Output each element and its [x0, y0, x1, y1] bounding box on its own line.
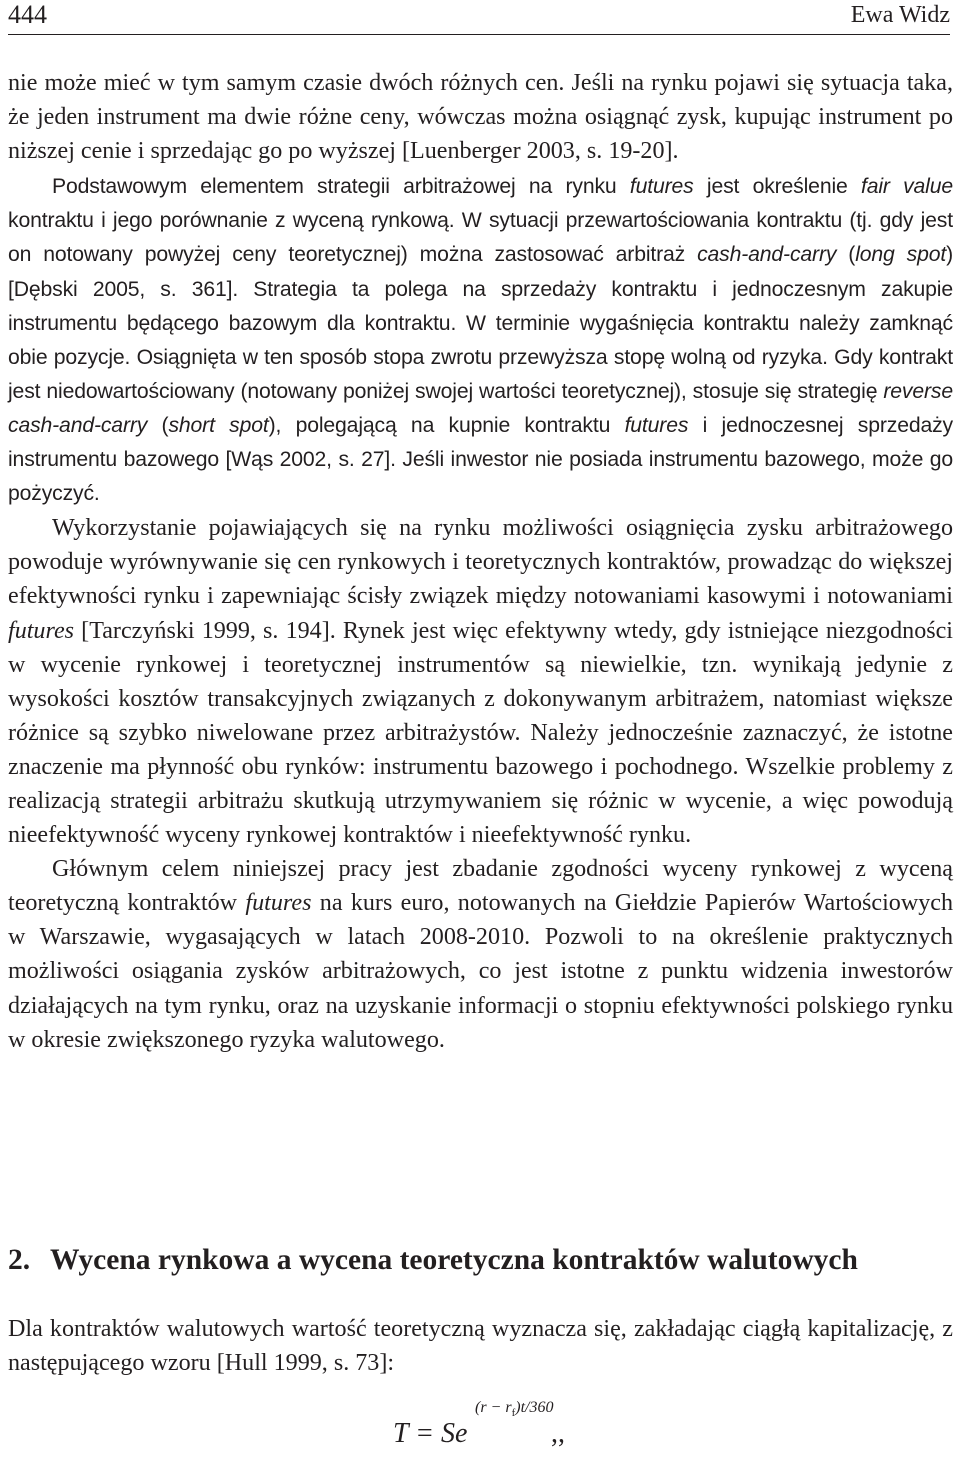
section-intro: [8, 1312, 953, 1380]
text-run: kontraktu i jego porównanie z wyceną rynkową. W sytuacji przewartościowania kontraktu (tj. gdy jest on notowany powyżej ceny teoretycznej) można zastosować arbitraż: [8, 209, 953, 267]
section-heading: [8, 1244, 858, 1277]
formula-lhs: T = Se: [393, 1418, 468, 1449]
text-run: Głównym celem niniejszej pracy jest zbadanie zgodności wyceny rynkowej z wyceną teoretyczną kontraktów: [8, 856, 953, 917]
text-run: Podstawowym elementem strategii arbitrażowej na rynku: [52, 175, 630, 199]
text-run: ), polegającą na kupnie kontraktu: [268, 413, 625, 437]
author-name: Ewa Widz: [850, 2, 950, 28]
text-run: (: [147, 413, 169, 437]
paragraph-1: nie może mieć w tym samym czasie dwóch różnych cen. Jeśli na rynku pojawi się sytuacja taka, że jeden instrument ma dwie różne ceny, wówczas można osiągnąć zysk, kupując instrument po niższej cenie i sprzedając go po wyższej [Luenberger 2003, s. 19-20].: [8, 70, 953, 165]
running-header: [8, 0, 950, 35]
text-run: [Tarczyński 1999, s. 194]. Rynek jest więc efektywny wtedy, gdy istniejące niezgodności w wycenie rynkowej i teoretycznej instrumentów są niewielkie, tzn. wynikają jedynie z wysokości kosztów transakcyjnych związanych z dokonywanym arbitrażem, natomiast większe różnice są szybko niwelowane przez arbitrażystów. Należy jednocześnie zaznaczyć, że istotne znaczenie ma płynność obu rynków: instrumentu bazowego i pochodnego. Wszelkie problemy z realizacją strategii arbitrażu skutkują utrzymywaniem się różnic w wycenie, a więc powodują nieefektywność wyceny rynkowej kontraktów i nieefektywność rynku.: [8, 617, 953, 849]
exponent-end: )t/360: [515, 1399, 554, 1416]
text-run: jest określenie: [693, 175, 861, 199]
text-run: (: [836, 243, 856, 267]
italic-term: futures: [624, 413, 689, 437]
paragraph-4: [8, 852, 953, 1057]
body-text: [8, 66, 953, 1057]
italic-term: fair value: [860, 175, 953, 199]
exponent-subscript: f: [511, 1407, 516, 1420]
paragraph-3: [8, 511, 953, 852]
intro-paragraph: Dla kontraktów walutowych wartość teoretyczną wyznacza się, zakładając ciągłą kapitalizację, z następującego wzoru [Hull 1999, s. 73]:: [8, 1316, 953, 1377]
section-number: 2.: [8, 1244, 31, 1276]
italic-term: futures: [245, 890, 312, 917]
text-run: Wykorzystanie pojawiających się na rynku możliwości osiągnięcia zysku arbitrażowego powoduje wyrównywanie się cen rynkowych i teoretycznych kontraktów, prowadząc do większej efektywności rynku i zapewniając ścisły związek między notowaniami kasowymi i notowaniami: [8, 515, 953, 610]
formula-exponent: [475, 1399, 553, 1419]
text-run: na kurs euro, notowanych na Giełdzie Papierów Wartościowych w Warszawie, wygasających w latach 2008-2010. Pozwoli to na określenie praktycznych możliwości osiągania zysków arbitrażowych, co jest istotne z punktu widzenia inwestorów działających na tym rynku, oraz na uzyskanie informacji o stopniu efektywności polskiego rynku w okresie zwiększonego ryzyka walutowego.: [8, 890, 954, 1053]
italic-term: long spot: [855, 243, 947, 267]
section-title: Wycena rynkowa a wycena teoretyczna kontraktów walutowych: [50, 1244, 858, 1276]
italic-term: short spot: [168, 413, 269, 437]
italic-term: futures: [8, 617, 75, 644]
paragraph-2: [8, 170, 953, 511]
formula: [393, 1399, 565, 1450]
italic-term: futures: [629, 175, 694, 199]
text-run: ) [Dębski 2005, s. 361]. Strategia ta polega na sprzedaży kontraktu i jednoczesnym zakupie instrumentu będącego bazowym dla kontraktu. W terminie wygaśnięcia kontraktu należy zamknąć obie pozycje. Osiągnięta w ten sposób stopa zwrotu przewyższa stopę wolną od ryzyka. Gdy kontrakt jest niedowartościowany (notowany poniżej swojej wartości teoretycznej), stosuje się strategię: [8, 243, 953, 403]
italic-term: reverse cash-and-carry: [8, 379, 953, 437]
page-number: 444: [8, 0, 47, 29]
italic-term: cash-and-carry: [697, 243, 837, 267]
formula-trailing: ,,: [551, 1418, 565, 1449]
text-run: i jednoczesnej sprzedaży instrumentu bazowego [Wąs 2002, s. 27]. Jeśli inwestor nie posiada instrumentu bazowego, może go pożyczyć.: [8, 413, 953, 506]
exponent-main: (r − r: [475, 1399, 512, 1416]
